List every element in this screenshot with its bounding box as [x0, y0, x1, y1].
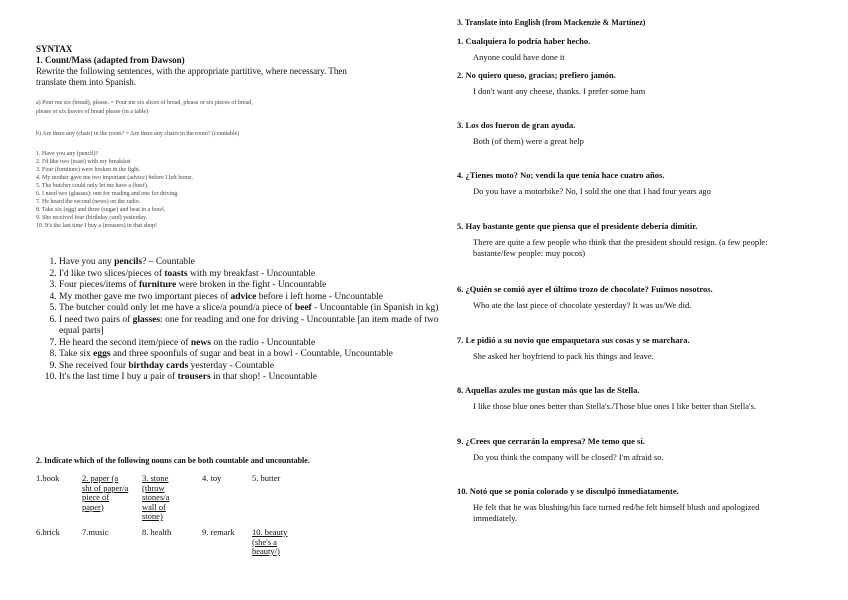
answer-text: and three spoonfuls of sugar and beat in a bowl - Countable, Uncountable [110, 349, 393, 359]
noun-cell: 4. toy [202, 473, 222, 483]
translation-item [457, 170, 797, 197]
english-translation: There are quite a few people who think that the president should resign. (a few people: bastante/few people: muy pocos) [473, 237, 768, 258]
spanish-sentence: 7. Le pidió a su novio que empaquetara sus cosas y se marchara. [457, 335, 690, 345]
small-list-item: 3. Four (furniture) were broken in the fight. [36, 167, 141, 173]
answer-text: I'd like two slices/pieces of [59, 268, 165, 279]
translation-item [457, 70, 797, 97]
answer-item [59, 315, 439, 338]
section-1-instruction-line-2: translate them into Spanish. [36, 77, 136, 87]
answer-noun: trousers [177, 372, 211, 382]
noun-cell: 8. health [142, 527, 172, 537]
answer-text: Take six [59, 349, 94, 359]
small-list-item: 9. She received four (birthday card) yesterday. [36, 215, 148, 221]
answer-item [59, 349, 439, 361]
answer-text: Have you any [59, 257, 115, 267]
answer-item [59, 280, 439, 292]
noun-cell: 7.music [82, 527, 109, 537]
answer-item [59, 372, 439, 384]
spanish-sentence: 10. Notó que se ponía colorado y se disculpó inmediatamente. [457, 486, 679, 496]
small-list-item: 7. He heard the second (news) on the radio. [36, 199, 141, 205]
english-translation: Do you think the company will be closed? I'm afraid so. [473, 452, 664, 462]
spanish-sentence: 4. ¿Tienes moto? No; vendí la que tenía hace cuatro años. [457, 170, 665, 180]
noun-cell: 1.book [36, 473, 60, 483]
answer-text: were broken in the fight - Uncountable [176, 280, 327, 290]
noun-cell: 9. remark [202, 527, 235, 537]
noun-cell: 2. paper (a sht of paper/a piece of paper) [82, 473, 129, 512]
english-translation: Who ate the last piece of chocolate yesterday? It was us/We did. [473, 300, 692, 310]
section-1-instruction-line-1: Rewrite the following sentences, with the appropriate partitive, where necessary. Then [36, 66, 347, 76]
section-3-heading: 3. Translate into English (from Mackenzie & Martínez) [457, 18, 646, 27]
small-list-item: 10. It's the last time I buy a (trousers) in that shop! [36, 223, 158, 229]
answer-item [59, 269, 439, 281]
answer-text: It's the last time I buy a pair of [59, 372, 178, 382]
answer-noun: eggs [93, 349, 111, 359]
example-b: b) Are there any (chair) in the room? = Are there any chairs in the room? (countable) [36, 131, 240, 137]
answer-item [59, 361, 439, 373]
answer-item [59, 257, 439, 269]
english-translation: He felt that he was blushing/his face turned red/he felt himself blush and apologized immediately. [473, 502, 760, 523]
noun-cell: 3. stone (throw stones/a wall of stone) [142, 473, 170, 521]
answer-noun: toasts [164, 268, 188, 279]
english-translation: I like those blue ones better than Stella's./Those blue ones I like better than Stella's. [473, 401, 757, 411]
answer-item [59, 338, 439, 350]
answer-noun: advice [230, 291, 257, 302]
translation-item [457, 120, 797, 147]
small-list-item: 8. Take six (egg) and three (sugar) and beat in a bowl. [36, 207, 166, 213]
answer-noun: birthday cards [128, 360, 189, 371]
answer-text: with my breakfast - Uncountable [187, 268, 316, 279]
small-list-item: 5. The butcher could only let me have a (beef). [36, 183, 149, 189]
answer-text: Four pieces/items of [59, 280, 139, 290]
spanish-sentence: 8. Aquellas azules me gustan más que las de Stella. [457, 385, 640, 395]
english-translation: She asked her boyfriend to pack his things and leave. [473, 351, 654, 361]
english-translation: I don't want any cheese, thanks. I prefer some ham [473, 86, 646, 96]
spanish-sentence: 9. ¿Crees que cerrarán la empresa? Me temo que sí. [457, 436, 645, 446]
answer-text: : one for reading and one for driving - Uncountable [an item made of two equal parts] [59, 314, 439, 336]
answer-text: My mother gave me two important pieces of [59, 291, 231, 302]
section-2-heading: 2. Indicate which of the following nouns can be both countable and uncountable. [36, 456, 310, 465]
spanish-sentence: 2. No quiero queso, gracias; prefiero jamón. [457, 70, 616, 80]
answers-list [35, 257, 439, 384]
answer-noun: furniture [138, 280, 177, 290]
translation-item [457, 335, 797, 362]
example-a-line-2: please or six loaves of bread please (in a table) [36, 109, 149, 115]
translation-item [457, 221, 797, 258]
english-translation: Do you have a motorbike? No, I sold the one that I had four years ago [473, 186, 711, 196]
answer-text: on the radio - Uncountable [210, 337, 316, 348]
spanish-sentence: 3. Los dos fueron de gran ayuda. [457, 120, 576, 130]
answer-text: I need two pairs of [59, 314, 133, 325]
answer-text: ? – Countable [142, 257, 195, 267]
noun-cell: 5. butter [252, 473, 281, 483]
spanish-sentence: 6. ¿Quién se comió ayer el último trozo de chocolate? Fuimos nosotros. [457, 284, 713, 294]
translation-item [457, 36, 797, 63]
small-list-item: 6. I need two (glasses): one for reading and one for driving. [36, 191, 179, 197]
answer-text: She received four [59, 360, 129, 371]
english-translation: Anyone could have done it [473, 52, 565, 62]
answer-text: in that shop! - Uncountable [210, 372, 317, 382]
spanish-sentence: 1. Cualquiera lo podría haber hecho. [457, 36, 591, 46]
doc-title: SYNTAX [36, 44, 73, 54]
english-translation: Both (of them) were a great help [473, 136, 584, 146]
noun-cell: 6.brick [36, 527, 60, 537]
answer-text: - Uncountable (in Spanish in kg) [311, 303, 439, 313]
answer-item [59, 292, 439, 304]
nouns-grid [36, 474, 416, 564]
example-a-line-1: a) Pour me six (bread), please. = Pour me six slices of bread, please or six pieces of bread, [36, 100, 253, 106]
answer-noun: pencils [114, 257, 143, 267]
small-list-item: 4. My mother gave me two important (advice) before I left home. [36, 175, 194, 181]
section-1-heading: 1. Count/Mass (adapted from Dawson) [36, 55, 185, 65]
answer-item [59, 303, 439, 315]
exercise-small-list [36, 150, 396, 230]
small-list-item: 1. Have you any (pencil)? [36, 151, 99, 157]
answer-text: He heard the second item/piece of [59, 337, 191, 348]
answer-text: yesterday - Countable [188, 360, 275, 371]
answer-text: The butcher could only let me have a slice/a pound/a piece of [59, 303, 295, 313]
small-list-item: 2. I'd like two (toast) with my breakfast [36, 159, 131, 165]
answer-noun: news [190, 337, 211, 348]
answer-noun: glasses [132, 314, 161, 325]
answer-noun: beef [294, 303, 312, 313]
translation-item [457, 284, 797, 311]
answer-text: before i left home - Uncountable [256, 291, 383, 302]
spanish-sentence: 5. Hay bastante gente que piensa que el presidente debería dimitir. [457, 221, 698, 231]
translation-item [457, 385, 797, 412]
noun-cell: 10. beauty (she's a beauty/) [252, 527, 288, 556]
translation-item [457, 486, 797, 523]
translation-item [457, 436, 797, 463]
